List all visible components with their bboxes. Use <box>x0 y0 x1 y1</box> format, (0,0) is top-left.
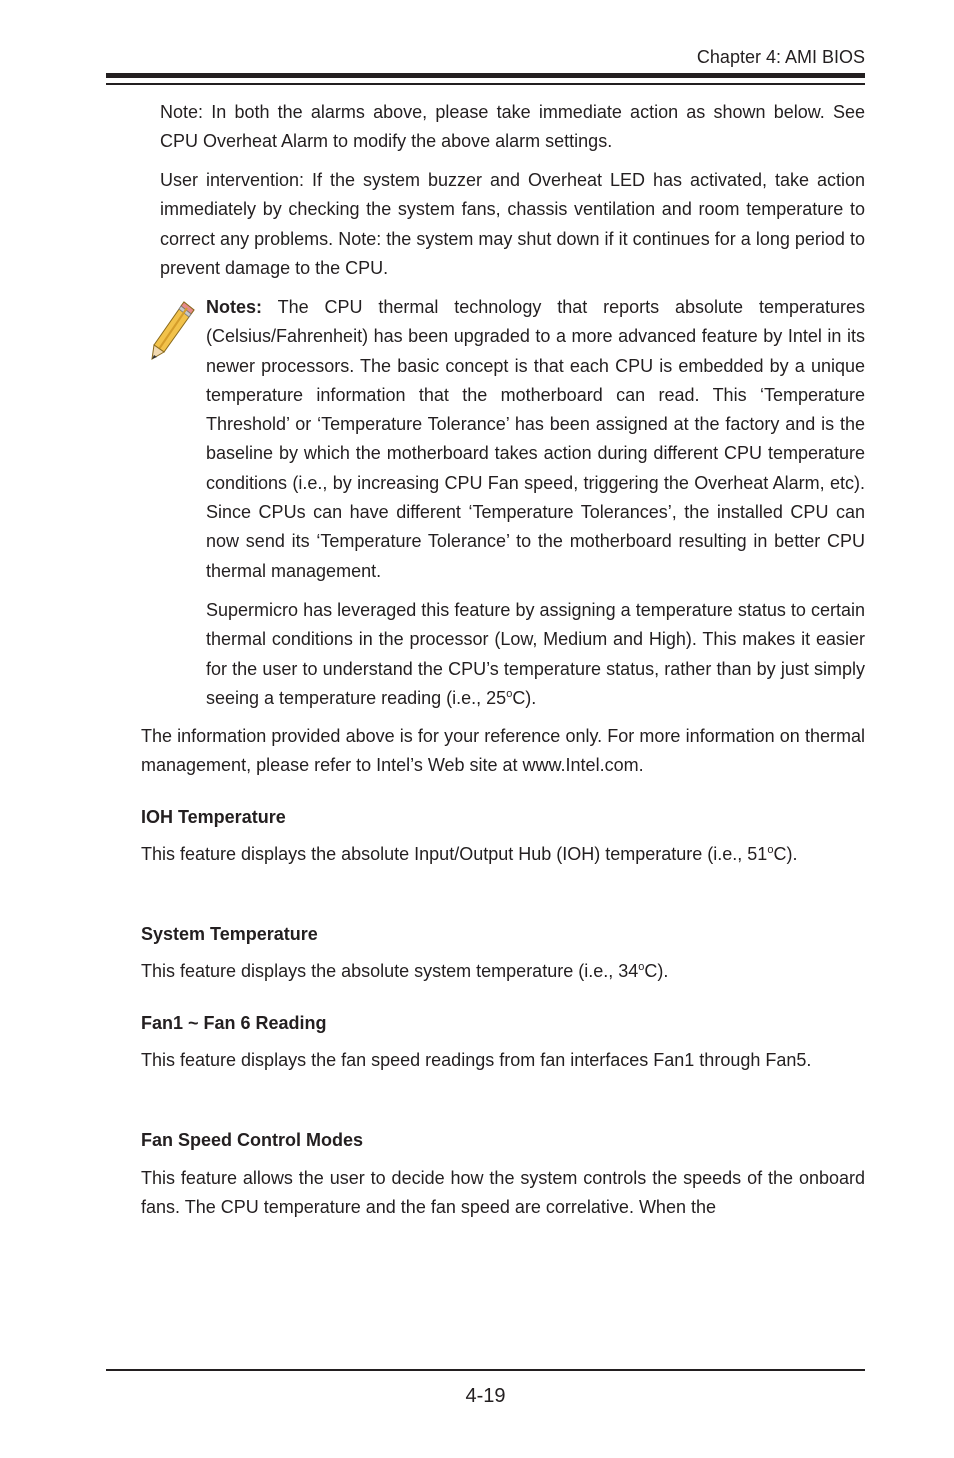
ioh-text-end: C). <box>773 844 798 864</box>
note-paragraph: Note: In both the alarms above, please take immediate action as shown below. See CPU Overheat Alarm to modify the above alarm settings. <box>160 102 865 152</box>
section-heading-ioh: IOH Temperature <box>141 807 286 827</box>
supermicro-text-end: C). <box>512 687 537 708</box>
section-body-fan-reading: This feature displays the fan speed readings from fan interfaces Fan1 through Fan5. <box>141 1050 812 1070</box>
system-text-end: C). <box>644 961 669 981</box>
page-number: 4-19 <box>465 1385 506 1407</box>
ioh-text: This feature displays the absolute Input/Output Hub (IOH) temperature (i.e., 51 <box>141 844 768 864</box>
section-body-ioh <box>141 840 865 869</box>
system-text: This feature displays the absolute system temperature (i.e., 34 <box>141 961 639 981</box>
chapter-title: Chapter 4: AMI BIOS <box>696 47 865 67</box>
degree-sup: o <box>638 961 645 973</box>
degree-sup: o <box>506 687 513 700</box>
notes-label: Notes: <box>206 297 263 317</box>
section-body-fan-control: This feature allows the user to decide how the system controls the speeds of the onboard fans. The CPU temperature and the fan speed are correlative. When the <box>141 1168 865 1218</box>
user-intervention-paragraph: User intervention: If the system buzzer and Overheat LED has activated, take action immediately by checking the system fans, chassis ventilation and room temperature to correct any problems. Note: the system may shut down if it continues for a long period to prevent damage to the CPU. <box>160 170 865 278</box>
header-rule-thick <box>106 73 865 78</box>
notes-text: The CPU thermal technology that reports absolute temperatures (Celsius/Fahrenheit) has been upgraded to a more advanced feature by Intel in its newer processors. The basic concept is that each CPU is embedded by a unique temperature information that the motherboard can read. This ‘Temperature Threshold’ or ‘Temperature Tolerance’ has been assigned at the factory and is the baseline by which the motherboard takes action during different CPU temperature conditions (i.e., by increasing CPU Fan speed, triggering the Overheat Alarm, etc). Since CPUs can have different ‘Temperature Tolerances’, the installed CPU can now send its ‘Temperature Tolerance’ to the motherboard resulting in better CPU thermal management. <box>206 297 865 581</box>
pencil-icon <box>148 298 196 362</box>
section-body-system <box>141 957 865 986</box>
footer-rule <box>106 1369 865 1371</box>
section-heading-system: System Temperature <box>141 924 318 944</box>
section-heading-fan-reading: Fan1 ~ Fan 6 Reading <box>141 1013 327 1033</box>
supermicro-text: Supermicro has leveraged this feature by assigning a temperature status to certain thermal conditions in the processor (Low, Medium and High). This makes it easier for the user to understand the CPU’s temperature status, rather than by just simply seeing a temperature reading (i.e., 25 <box>206 600 865 708</box>
header-rule-thin <box>106 83 865 85</box>
reference-paragraph: The information provided above is for your reference only. For more information on thermal management, please refer to Intel’s Web site at www.Intel.com. <box>141 726 865 776</box>
degree-sup: o <box>767 844 774 856</box>
section-heading-fan-control: Fan Speed Control Modes <box>141 1130 364 1150</box>
supermicro-paragraph <box>206 596 865 713</box>
notes-paragraph <box>206 293 865 586</box>
